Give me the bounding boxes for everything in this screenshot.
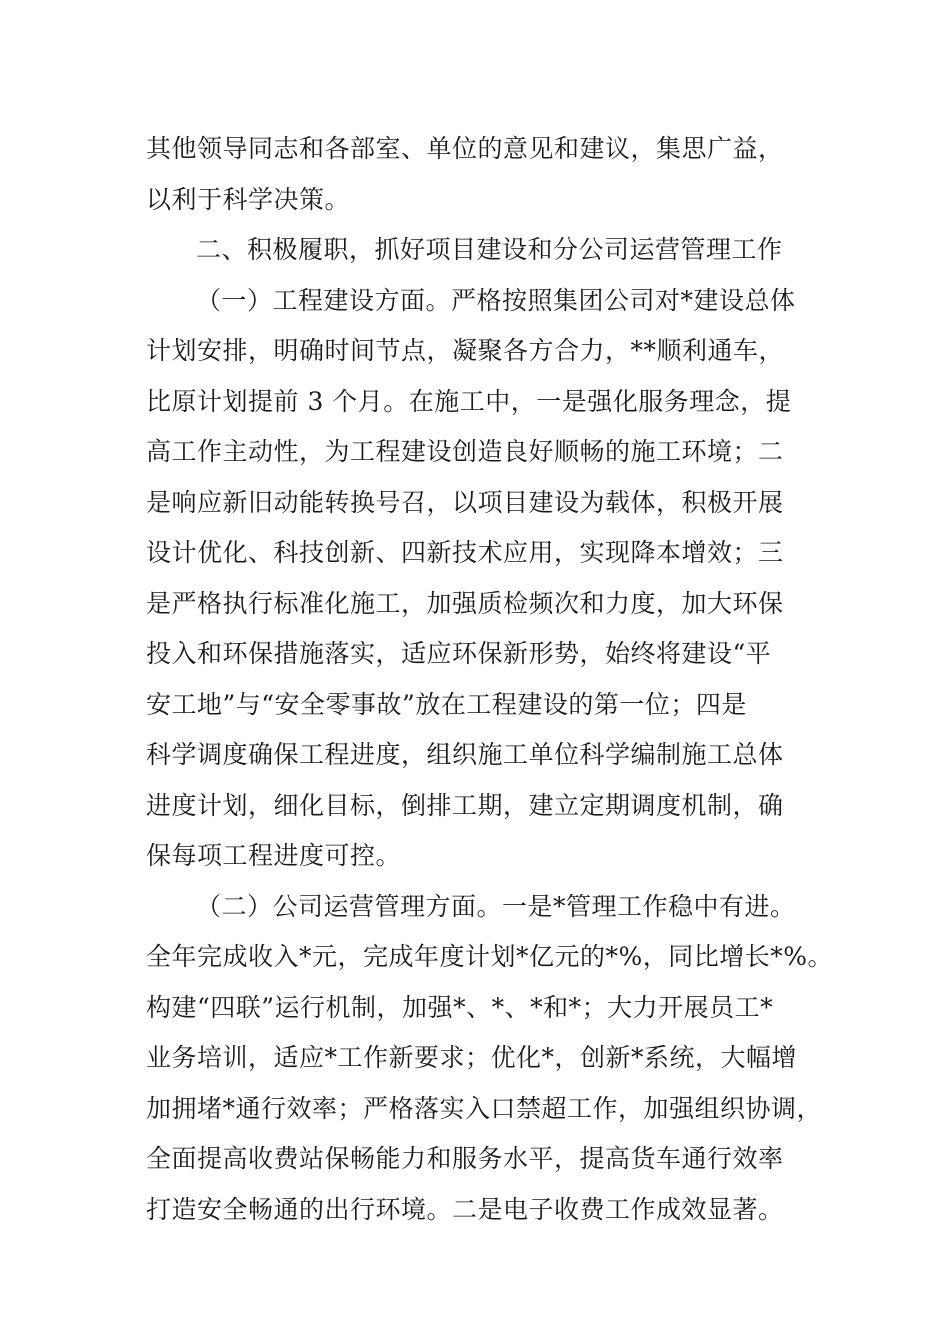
section-heading: 二、积极履职，抓好项目建设和分公司运营管理工作 bbox=[196, 235, 783, 264]
text-line: 科学调度确保工程进度，组织施工单位科学编制施工总体 bbox=[146, 740, 784, 769]
text-line: 全年完成收入*元，完成年度计划*亿元的*%，同比增长*%。 bbox=[146, 942, 834, 971]
subsection-heading-line: （一）工程建设方面。严格按照集团公司对*建设总体 bbox=[196, 285, 796, 315]
text-line: 加拥堵*通行效率；严格落实入口禁超工作，加强组织协调， bbox=[146, 1093, 823, 1123]
text-line: 是响应新旧动能转换号召，以项目建设为载体，积极开展 bbox=[146, 487, 784, 517]
text-line: 计划安排，明确时间节点，凝聚各方合力，**顺利通车， bbox=[146, 336, 785, 365]
text-line: 比原计划提前 3 个月。在施工中，一是强化服务理念，提 bbox=[146, 386, 792, 416]
text-line: 安工地”与“安全零事故”放在工程建设的第一位；四是 bbox=[146, 689, 747, 719]
text-line: 业务培训，适应*工作新要求；优化*，创新*系统，大幅增 bbox=[146, 1043, 798, 1072]
text-line: 投入和环保措施落实，适应环保新形势，始终将建设“平 bbox=[146, 639, 772, 668]
subsection-heading-line: （二）公司运营管理方面。一是*管理工作稳中有进。 bbox=[196, 891, 796, 921]
text-line: 构建“四联”运行机制，加强*、*、*和*；大力开展员工* bbox=[146, 992, 774, 1022]
text-line: 是严格执行标准化施工，加强质检频次和力度，加大环保 bbox=[146, 588, 784, 618]
text-line: 保每项工程进度可控。 bbox=[146, 841, 402, 870]
text-line: 打造安全畅通的出行环境。二是电子收费工作成效显著。 bbox=[146, 1194, 784, 1224]
text-line: 其他领导同志和各部室、单位的意见和建议，集思广益， bbox=[146, 134, 784, 163]
text-line: 设计优化、科技创新、四新技术应用，实现降本增效；三 bbox=[146, 538, 784, 567]
text-line: 以利于科学决策。 bbox=[146, 184, 351, 214]
document-body bbox=[146, 124, 834, 1235]
text-line: 进度计划，细化目标，倒排工期，建立定期调度机制，确 bbox=[146, 790, 784, 820]
text-line: 高工作主动性，为工程建设创造良好顺畅的施工环境；二 bbox=[146, 437, 784, 466]
text-line: 全面提高收费站保畅能力和服务水平，提高货车通行效率 bbox=[146, 1144, 784, 1173]
